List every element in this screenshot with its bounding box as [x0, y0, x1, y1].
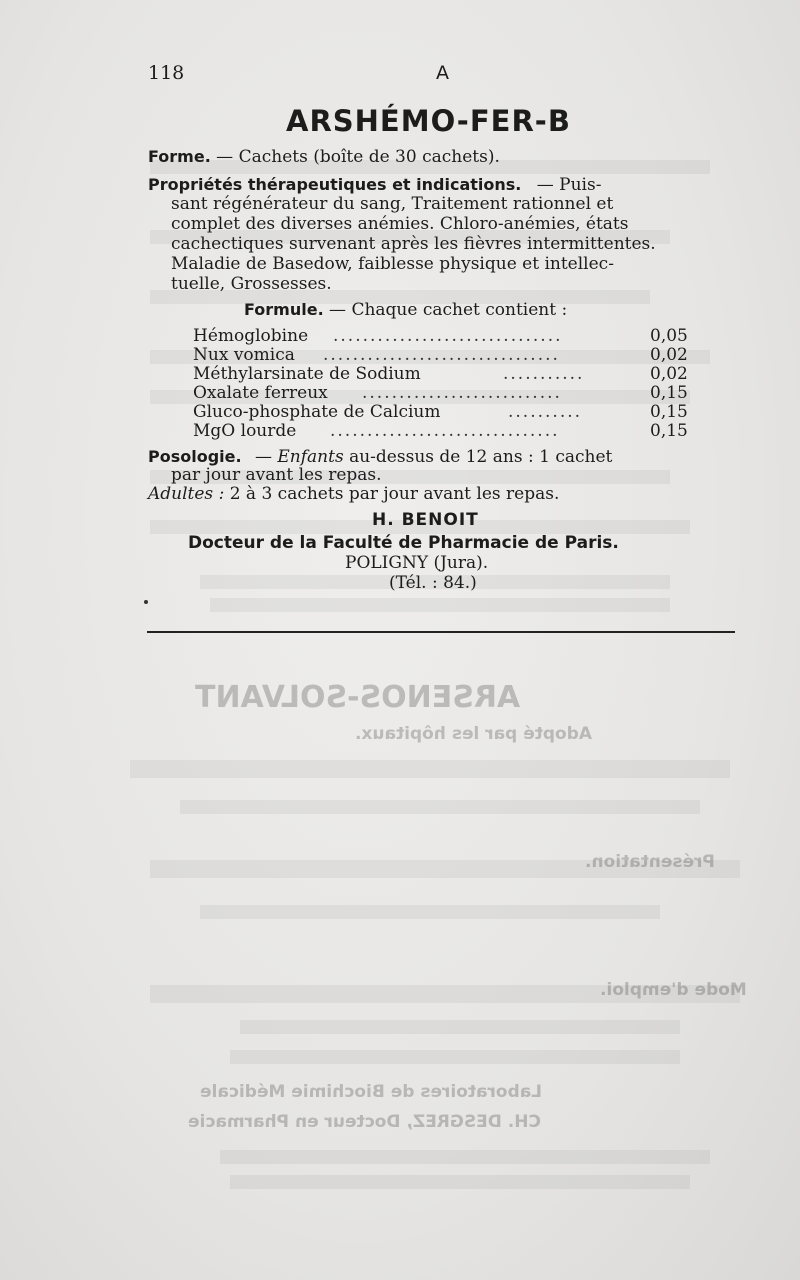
bleed-presentation: Présentation. [585, 852, 715, 872]
maker-tel: (Tél. : 84.) [389, 573, 477, 593]
forme-label: Forme. [148, 147, 211, 166]
forme-line [148, 147, 500, 167]
ingredient-name: MgO lourde [193, 421, 297, 441]
forme-text: — Cachets (boîte de 30 cachets). [216, 147, 500, 167]
ingredient-dose: 0,15 [650, 402, 688, 422]
posologie-text2: par jour avant les repas. [171, 465, 382, 485]
leader-dots: ........................... [362, 383, 562, 403]
ink-speck [144, 600, 148, 604]
posologie-text1: au-dessus de 12 ans : 1 cachet [349, 447, 613, 467]
leader-dots: ............................... [333, 326, 563, 346]
ingredient-name: Nux vomica [193, 345, 295, 365]
leader-dots: ............................... [330, 421, 560, 441]
maker-city: POLIGNY (Jura). [345, 553, 489, 573]
proprietes-first-line [148, 175, 601, 195]
posologie-label: Posologie. [148, 447, 242, 466]
posologie-adultes: Adultes : [148, 484, 225, 504]
maker-name: H. BENOIT [372, 510, 479, 530]
bleed-subtitle: Adopté par les hôpitaux. [355, 724, 592, 744]
ingredient-name: Gluco-phosphate de Calcium [193, 402, 441, 422]
section-letter: A [436, 62, 449, 84]
ingredient-dose: 0,02 [650, 364, 688, 384]
proprietes-line-3: cachectiques survenant après les fièvres intermittentes. [171, 234, 656, 254]
proprietes-line-0: — Puis- [536, 175, 602, 195]
section-divider [147, 631, 735, 633]
bleed-title: ARSENOS-SOLVANT [195, 680, 521, 715]
bleed-mode: Mode d'emploi. [600, 980, 747, 1000]
ingredient-dose: 0,15 [650, 383, 688, 403]
page-number: 118 [148, 62, 185, 84]
bleed-lab: Laboratoires de Biochimie Médicale [200, 1082, 543, 1102]
proprietes-line-1: sant régénérateur du sang, Traitement rationnel et [171, 194, 614, 214]
formule-line [244, 300, 567, 320]
leader-dots: ................................ [323, 345, 560, 365]
posologie-adultes-line [148, 485, 559, 504]
posologie-text3: 2 à 3 cachets par jour avant les repas. [229, 484, 560, 504]
bleed-desgrez: CH. DESGREZ, Docteur en Pharmacie [188, 1112, 541, 1132]
ingredient-dose: 0,02 [650, 345, 688, 365]
proprietes-line-4: Maladie de Basedow, faiblesse physique et intellec- [171, 254, 614, 274]
proprietes-line-2: complet des diverses anémies. Chloro-anémies, états [171, 214, 629, 234]
posologie-dash: — [254, 447, 272, 467]
leader-dots: .......... [508, 402, 583, 422]
posologie-line [148, 447, 612, 467]
proprietes-line-5: tuelle, Grossesses. [171, 274, 332, 294]
formule-label: Formule. [244, 300, 324, 319]
ingredient-name: Hémoglobine [193, 326, 309, 346]
posologie-enfants: Enfants [277, 447, 344, 467]
ingredient-dose: 0,15 [650, 421, 688, 441]
ingredient-dose: 0,05 [650, 326, 688, 346]
ingredient-name: Méthylarsinate de Sodium [193, 364, 421, 384]
ingredient-name: Oxalate ferreux [193, 383, 328, 403]
maker-title: Docteur de la Faculté de Pharmacie de Paris. [188, 533, 619, 553]
leader-dots: ........... [503, 364, 585, 384]
product-title: ARSHÉMO-FER-B [286, 104, 571, 138]
proprietes-label: Propriétés thérapeutiques et indications. [148, 175, 522, 194]
formule-text: — Chaque cachet contient : [329, 300, 568, 320]
